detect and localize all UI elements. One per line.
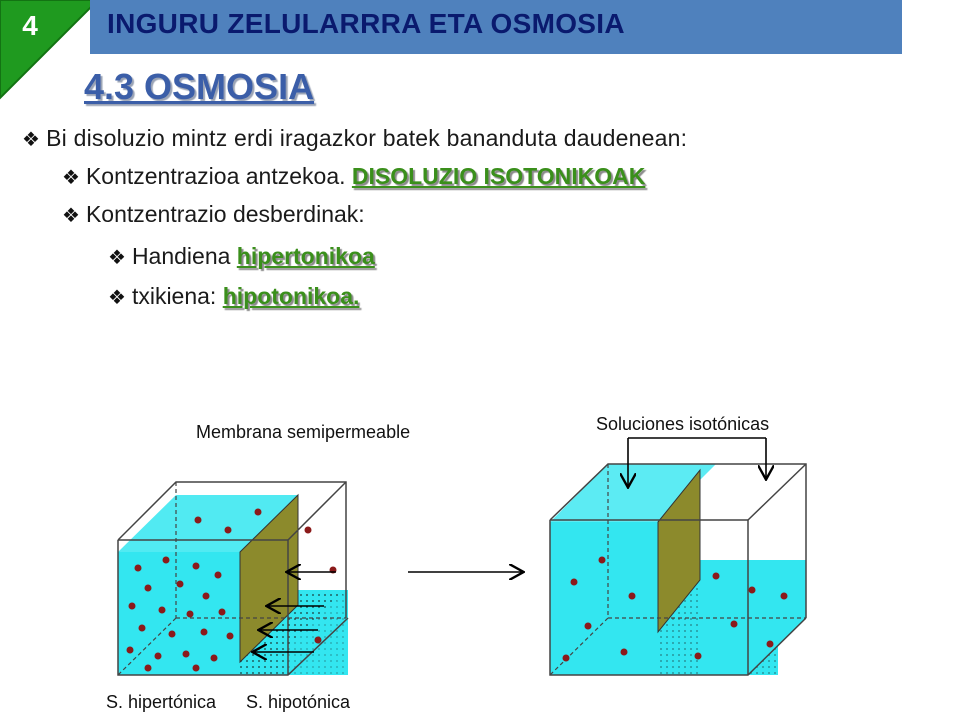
isotonic-water-left (550, 522, 658, 675)
bullet-text: Bi disoluzio mintz erdi iragazkor batek bananduta daudenean: (46, 125, 688, 151)
osmosis-diagram (106, 400, 838, 720)
diamond-bullet-icon: ❖ (108, 287, 126, 309)
bullet-line-3 (62, 200, 365, 230)
diamond-bullet-icon: ❖ (22, 129, 41, 151)
isotonic-label: Soluciones isotónicas (596, 414, 770, 434)
slide-number: 4 (22, 10, 38, 41)
diamond-bullet-icon: ❖ (108, 247, 126, 269)
hypertonic-label: S. hipertónica (106, 692, 217, 712)
bullet-text: Kontzentrazioa antzekoa. (85, 163, 346, 189)
bullet-text: txikiena: (131, 283, 217, 309)
diamond-bullet-icon: ❖ (62, 167, 80, 189)
hypotonic-label: S. hipotónica (246, 692, 351, 712)
header-title: INGURU ZELULARRRA ETA OSMOSIA (107, 8, 625, 39)
bullet-text: Handiena (131, 243, 231, 269)
hypotonic-highlight: hipotonikoa. (222, 283, 360, 309)
bullet-text: Kontzentrazio desberdinak: (85, 201, 365, 227)
bullet-line-5 (108, 282, 359, 312)
membrane-label: Membrana semipermeable (196, 422, 411, 442)
bullet-line-2 (62, 162, 645, 192)
isotonic-highlight: DISOLUZIO ISOTONIKOAK (351, 163, 646, 189)
left-container (118, 482, 348, 675)
bullet-line-1 (22, 124, 687, 154)
diamond-bullet-icon: ❖ (62, 205, 80, 227)
right-container (550, 438, 806, 675)
bullet-line-4 (108, 242, 375, 272)
hypertonic-highlight: hipertonikoa (236, 243, 375, 269)
section-title: 4.3 OSMOSIA (84, 66, 315, 107)
